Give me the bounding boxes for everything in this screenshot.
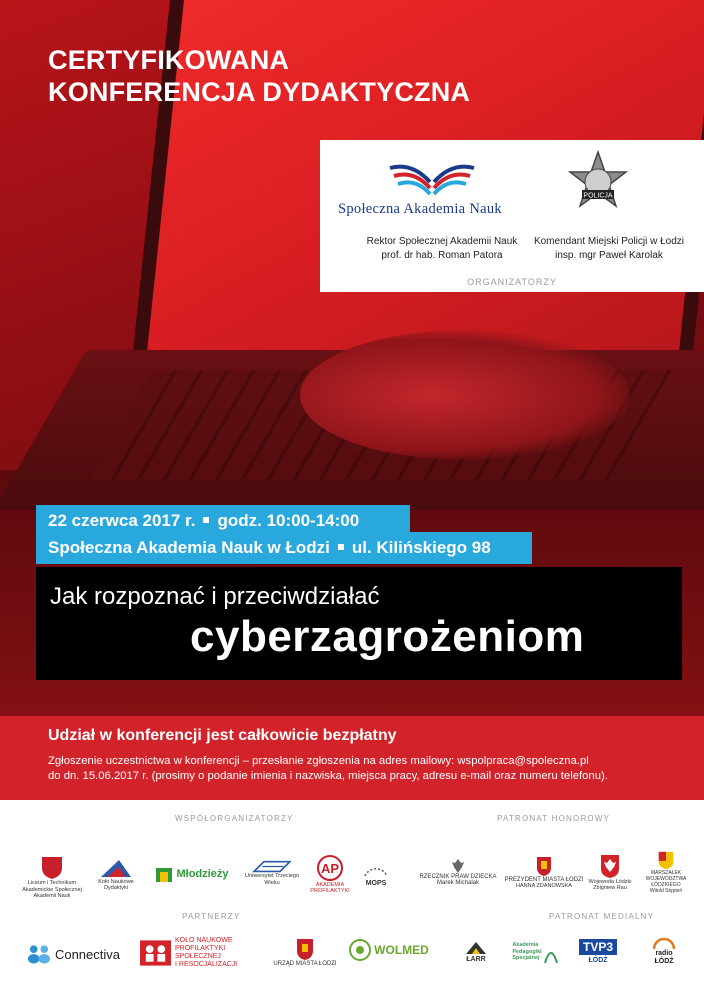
title-line1: Jak rozpoznać i przeciwdziałać xyxy=(50,583,380,610)
aps-line2: Pedagogiki xyxy=(512,948,542,955)
organizers-box xyxy=(320,140,704,292)
kolo-profilaktyki-line3: I RESOCJALIZACJI xyxy=(175,961,238,968)
connectiva-people-icon xyxy=(28,943,51,965)
mops-logo xyxy=(356,852,396,892)
rzecznik-title: RZECZNIK PRAW DZIECKA xyxy=(419,873,497,880)
ap-text: AKADEMIA PROFILAKTYKI xyxy=(310,881,350,894)
event-address: ul. Kilińskiego 98 xyxy=(351,538,491,557)
registration-info-band xyxy=(0,716,704,800)
poland-crest-icon xyxy=(599,853,621,879)
rzecznik-logo xyxy=(414,852,502,892)
hand-image xyxy=(300,330,630,460)
partners-label: PARTNERZY xyxy=(182,912,241,921)
kolo-dydaktyki-logo xyxy=(90,852,142,896)
bullet-icon xyxy=(338,544,344,550)
kolo-profilaktyki-line2: PROFILAKTYKI SPOŁECZNEJ xyxy=(175,945,226,960)
aps-line1: Akademia xyxy=(512,942,539,949)
aps-figure-icon xyxy=(542,939,560,965)
wolmed-flower-icon xyxy=(349,939,371,961)
rector-info xyxy=(342,235,542,263)
urzad-miasta-text: URZĄD MIASTA ŁODZI xyxy=(273,960,337,967)
kolo-profilaktyki-text xyxy=(175,937,270,969)
radio-lodz-logo xyxy=(640,932,688,972)
triangle-logo-icon xyxy=(99,857,133,879)
larr-text: ŁARR xyxy=(466,956,486,963)
aps-line3: Specjalnej xyxy=(512,955,540,962)
marszalek-logo xyxy=(636,850,696,894)
honorary-patronage-label: PATRONAT HONOROWY xyxy=(497,814,611,823)
registration-details xyxy=(48,754,688,784)
kolo-profilaktyki-line1: KOŁO NAUKOWE xyxy=(175,937,233,944)
wojewoda-name: Zbigniew Rau xyxy=(593,885,627,891)
connectiva-logo xyxy=(28,940,120,968)
aps-logo xyxy=(508,930,564,974)
event-place: Społeczna Akademia Nauk w Łodzi xyxy=(48,538,330,557)
radio-city: ŁÓDŹ xyxy=(654,958,674,965)
prezydent-title: PREZYDENT MIASTA ŁODZI xyxy=(504,876,584,883)
tvp3-city: ŁÓDŹ xyxy=(588,957,608,964)
police-commander-info xyxy=(516,235,702,263)
utw-text: Uniwersytet Trzeciego Wieku xyxy=(244,873,300,886)
registration-line1: Zgłoszenie uczestnictwa w konferencji – przesłanie zgłoszenia na adres mailowy: wspolpraca@spoleczna.pl xyxy=(48,755,589,767)
radio-text: radio xyxy=(655,950,673,957)
tvp3-text: TVP3 xyxy=(579,939,617,955)
liceum-logo-text: Liceum i Technikum Akademickie Społecznej Akademii Nauk xyxy=(22,880,82,900)
registration-line2: do dn. 15.06.2017 r. (prosimy o podanie imienia i nazwiska, miejsca pracy, adresu e-mail oraz numeru telefonu). xyxy=(48,770,608,782)
title-line2: cyberzagrożeniom xyxy=(190,612,585,661)
wojewoda-title: Wojewoda Łódzki xyxy=(588,878,632,885)
people-logo-icon xyxy=(140,940,171,966)
wojewoda-logo xyxy=(586,850,634,894)
marszalek-title: MARSZAŁEK WOJEWÓDZTWA ŁÓDZKIEGO xyxy=(645,870,687,888)
liceum-logo xyxy=(18,852,86,902)
kolo-dydaktyki-text: Koło Naukowe Dydaktyki xyxy=(98,878,134,891)
utw-logo xyxy=(244,860,300,886)
organizers-label: ORGANIZATORZY xyxy=(467,277,557,287)
mlodziezy-logo xyxy=(144,860,238,888)
prezydent-name: HANNA ZDANOWSKA xyxy=(516,883,572,889)
prezydent-logo xyxy=(502,850,586,894)
mops-text: MOPS xyxy=(365,880,387,887)
media-patronage-label: PATRONAT MEDIALNY xyxy=(549,912,655,921)
headline xyxy=(48,44,470,108)
police-badge-text: POLICJA xyxy=(583,192,613,200)
svg-text:AP: AP xyxy=(320,860,340,876)
larr-logo xyxy=(454,930,498,974)
larr-logo-icon xyxy=(464,940,488,956)
mops-logo-icon xyxy=(361,856,391,880)
radio-wave-icon xyxy=(651,938,677,950)
open-book-icon xyxy=(384,160,480,200)
kolo-profilaktyki-logo xyxy=(140,938,270,968)
connectiva-text: Connectiva xyxy=(54,946,120,962)
lodz-crest-icon xyxy=(295,937,315,961)
rector-name: prof. dr hab. Roman Patora xyxy=(381,250,503,261)
ap-logo-icon xyxy=(316,854,344,882)
place-bar xyxy=(36,532,532,564)
san-logo-text: Społeczna Akademia Nauk xyxy=(338,201,502,217)
co-organizers-label: WSPÓŁORGANIZATORZY xyxy=(175,814,294,823)
police-star-icon xyxy=(564,150,632,218)
akademia-profilaktyki-logo xyxy=(308,852,352,896)
wolmed-logo xyxy=(344,936,434,964)
event-time: godz. 10:00-14:00 xyxy=(217,511,360,530)
building-logo-icon xyxy=(154,864,174,884)
lodz-crest-icon xyxy=(535,855,553,877)
rzecznik-name: Marek Michalak xyxy=(436,880,479,886)
stripes-logo-icon xyxy=(246,860,298,873)
headline-line1: CERTYFIKOWANA xyxy=(48,45,290,75)
aps-text xyxy=(512,942,541,962)
urzad-miasta-logo xyxy=(270,930,340,974)
headline-line2: KONFERENCJA DYDAKTYCZNA xyxy=(48,77,471,107)
eagle-logo-icon xyxy=(451,858,465,874)
wolmed-text: WOLMED xyxy=(374,943,429,957)
commander-title: Komendant Miejski Policji w Łodzi xyxy=(533,236,685,247)
shield-logo-icon xyxy=(39,854,65,880)
conference-title-box xyxy=(36,567,682,680)
rector-title: Rektor Społecznej Akademii Nauk xyxy=(366,236,518,247)
event-date: 22 czerwca 2017 r. xyxy=(48,511,196,530)
tvp3-logo xyxy=(572,932,624,972)
mlodziezy-text: Młodzieży xyxy=(176,868,229,880)
voivodeship-crest-icon xyxy=(656,850,676,870)
free-participation-heading: Udział w konferencji jest całkowicie bezpłatny xyxy=(48,727,397,744)
marszalek-name: Witold Stępień xyxy=(649,888,683,894)
commander-name: insp. mgr Paweł Karolak xyxy=(555,250,663,261)
bullet-icon xyxy=(203,517,209,523)
